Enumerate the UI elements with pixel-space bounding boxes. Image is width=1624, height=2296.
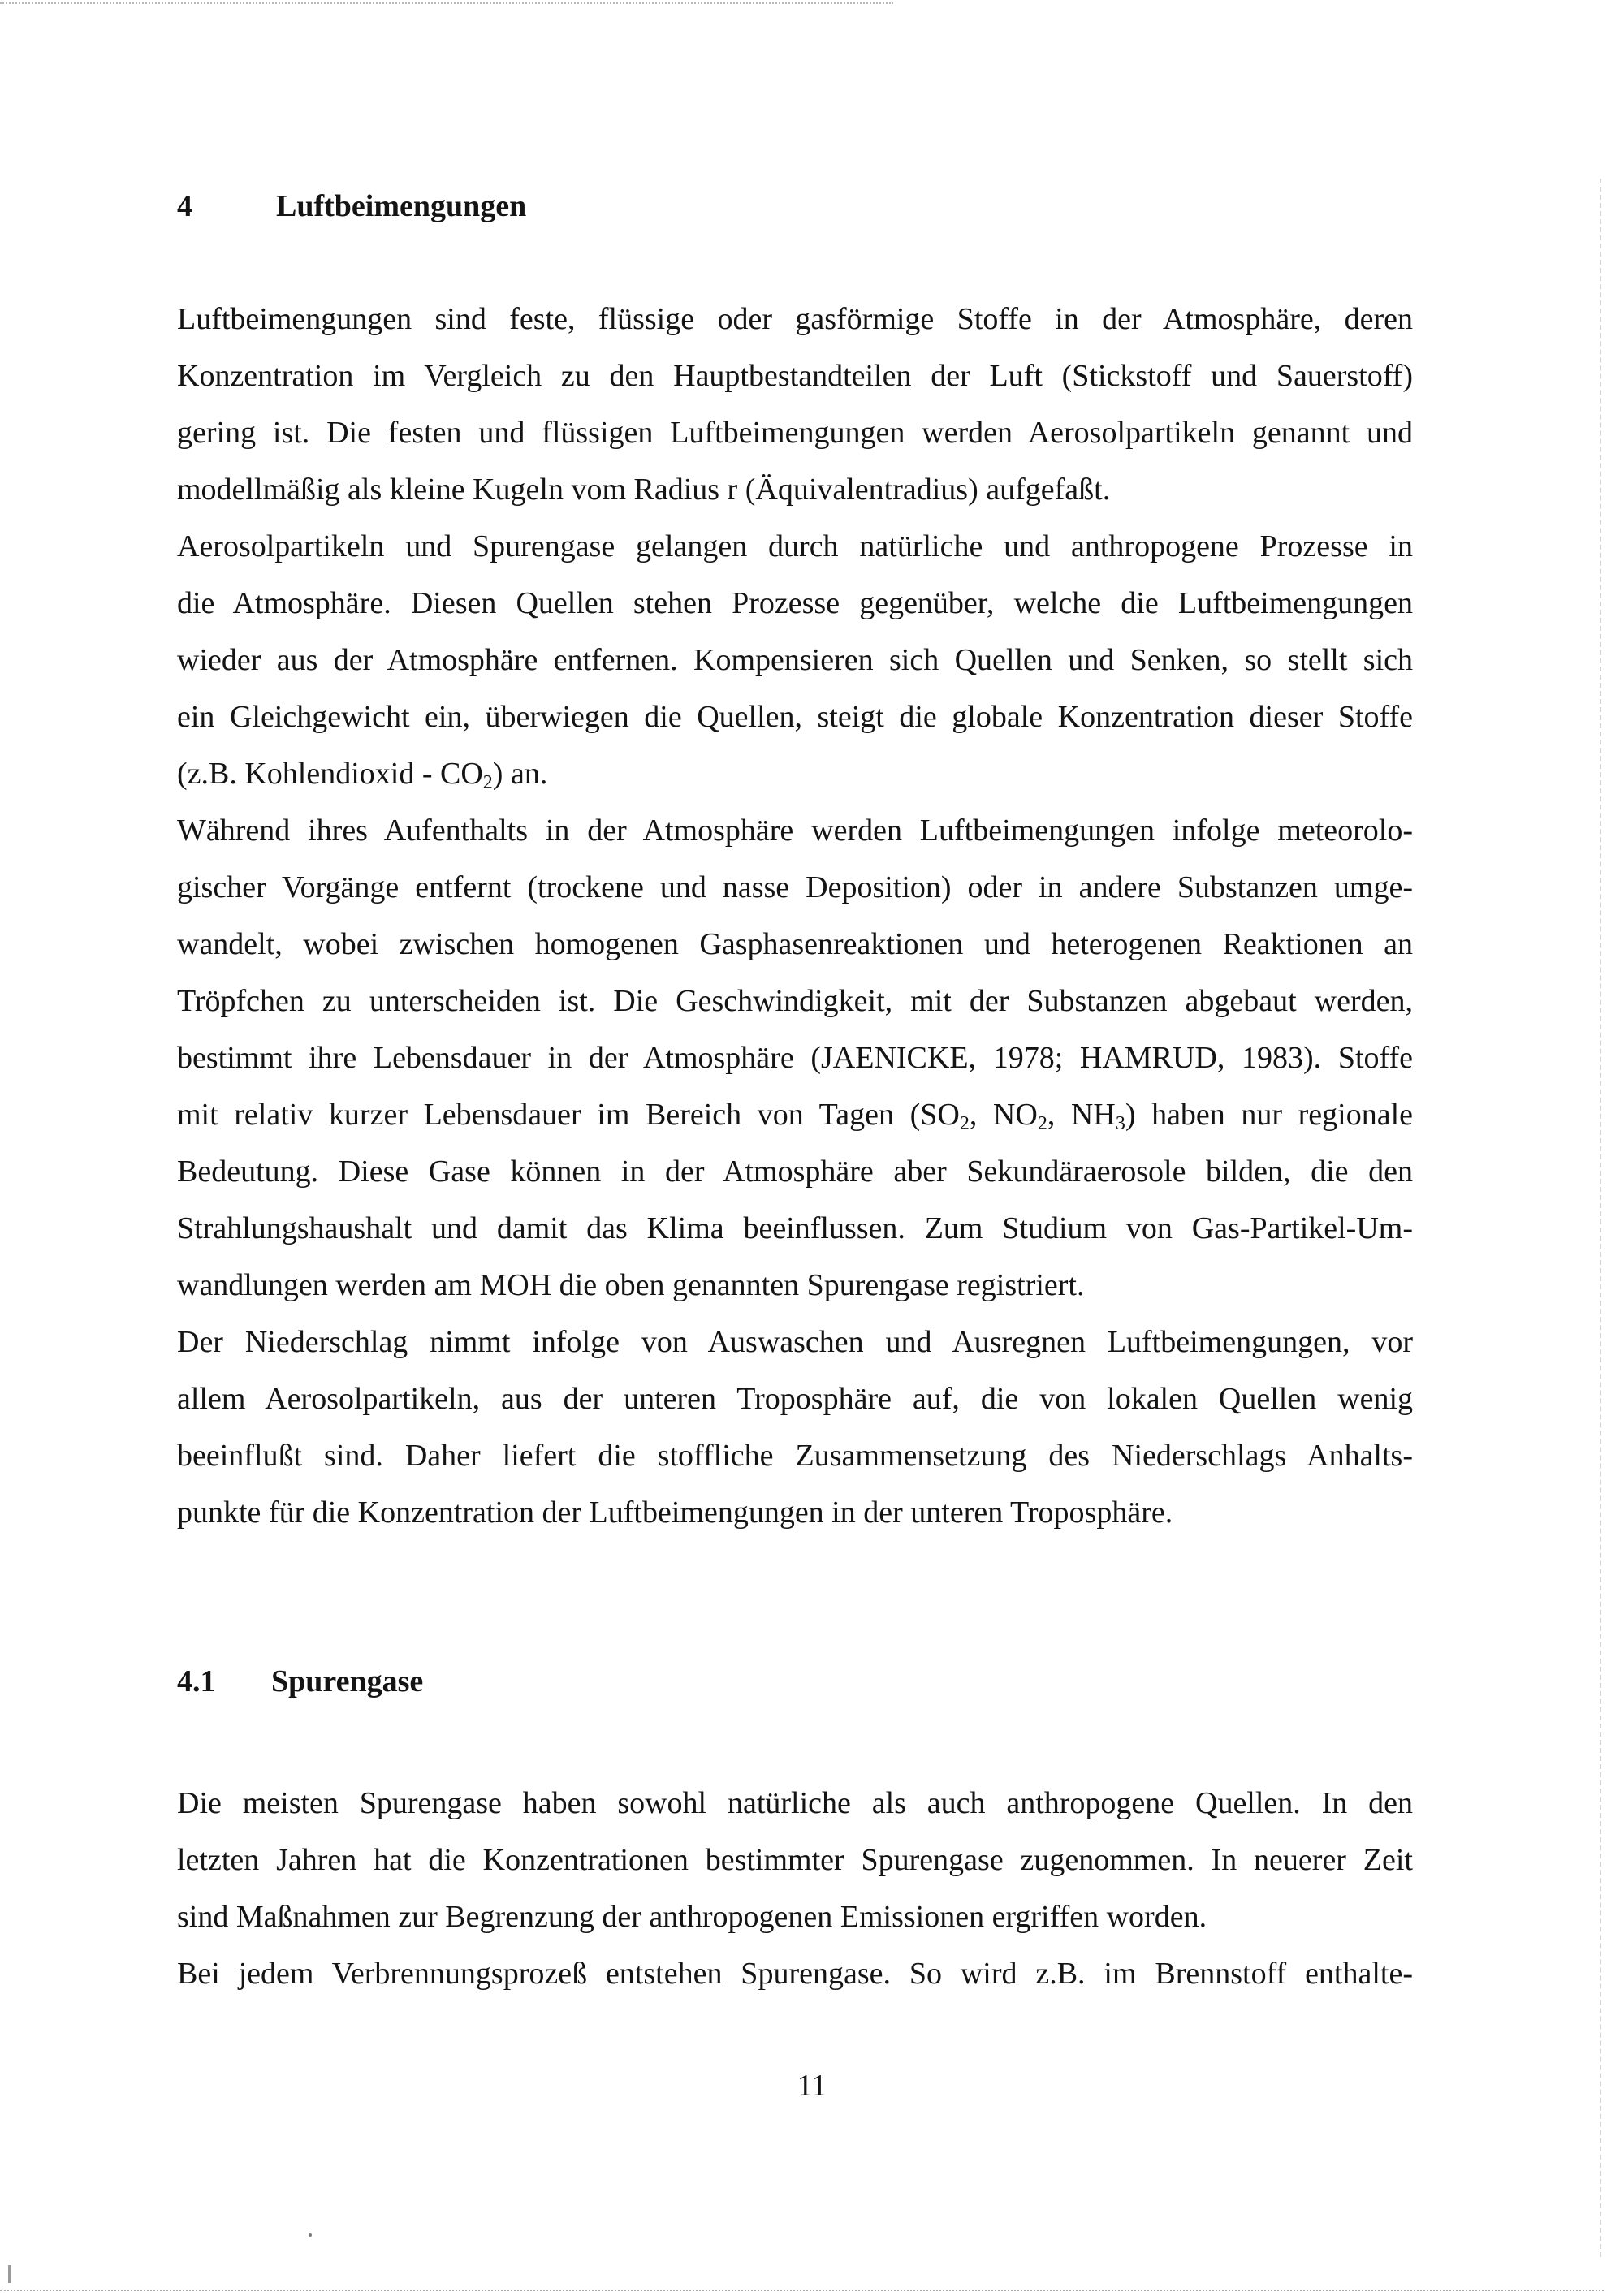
text-line: Tröpfchen zu unterscheiden ist. Die Geschwindigkeit, mit der Substanzen abgebaut werden, [177, 984, 1413, 1018]
section-heading [177, 188, 526, 225]
section-number: 4 [177, 189, 192, 223]
text-line: ein Gleichgewicht ein, überwiegen die Quellen, steigt die globale Konzentration dieser Stoffe [177, 700, 1413, 734]
subscript: 2 [959, 1113, 970, 1134]
text-line: die Atmosphäre. Diesen Quellen stehen Prozesse gegenüber, welche die Luftbeimengungen [177, 586, 1413, 620]
text-line: modellmäßig als kleine Kugeln vom Radius r (Äquivalentradius) aufgefaßt. [177, 473, 1111, 507]
text-run: (z.B. Kohlendioxid - CO [177, 757, 483, 791]
subsection-heading [177, 1663, 423, 1700]
text-line [177, 1086, 1413, 1143]
subscript: 2 [1037, 1113, 1047, 1134]
text-line: letzten Jahren hat die Konzentrationen bestimmter Spurengase zugenommen. In neuerer Zeit [177, 1843, 1413, 1877]
text-line: wandlungen werden am MOH die oben genannten Spurengase registriert. [177, 1268, 1085, 1302]
text-run: , NH [1047, 1098, 1116, 1132]
text-run: , NO [969, 1098, 1038, 1132]
subsection-paragraph [177, 1775, 1413, 2002]
text-line: beeinflußt sind. Daher liefert die stoffliche Zusammensetzung des Niederschlags Anhalts- [177, 1439, 1413, 1473]
text-line: allem Aerosolpartikeln, aus der unteren Troposphäre auf, die von lokalen Quellen wenig [177, 1382, 1413, 1416]
page-number: 11 [797, 2069, 827, 2103]
text-line: Bei jedem Verbrennungsprozeß entstehen Spurengase. So wird z.B. im Brennstoff enthalte- [177, 1957, 1413, 1991]
text-line: gischer Vorgänge entfernt (trockene und nasse Deposition) oder in andere Substanzen umge- [177, 870, 1413, 904]
scan-mark [8, 2265, 11, 2283]
text-line: wandelt, wobei zwischen homogenen Gasphasenreaktionen und heterogenen Reaktionen an [177, 927, 1413, 961]
scan-edge-bottom [0, 2290, 1604, 2291]
text-line: Bedeutung. Diese Gase können in der Atmosphäre aber Sekundäraerosole bilden, die den [177, 1154, 1413, 1189]
text-line: Aerosolpartikeln und Spurengase gelangen durch natürliche und anthropogene Prozesse in [177, 529, 1413, 563]
text-line: Der Niederschlag nimmt infolge von Auswaschen und Ausregnen Luftbeimengungen, vor [177, 1325, 1413, 1359]
scan-edge-top [0, 2, 893, 4]
text-line: Die meisten Spurengase haben sowohl natürliche als auch anthropogene Quellen. In den [177, 1786, 1413, 1820]
text-line: punkte für die Konzentration der Luftbeimengungen in der unteren Troposphäre. [177, 1495, 1173, 1530]
text-line: Während ihres Aufenthalts in der Atmosphäre werden Luftbeimengungen infolge meteorolo- [177, 814, 1413, 848]
text-run: ) haben nur regionale [1125, 1098, 1414, 1132]
subsection-number: 4.1 [177, 1664, 216, 1698]
subscript: 3 [1115, 1113, 1125, 1134]
text-line: Luftbeimengungen sind feste, flüssige oder gasförmige Stoffe in der Atmosphäre, deren [177, 302, 1413, 336]
text-line: sind Maßnahmen zur Begrenzung der anthropogenen Emissionen ergriffen worden. [177, 1900, 1207, 1934]
text-run: mit relativ kurzer Lebensdauer im Bereich von Tagen (SO [177, 1098, 960, 1132]
section-paragraph [177, 291, 1413, 1541]
text-line: Konzentration im Vergleich zu den Hauptbestandteilen der Luft (Stickstoff und Sauerstoff) [177, 359, 1413, 393]
scan-speck [309, 2233, 312, 2237]
text-line: Strahlungshaushalt und damit das Klima beeinflussen. Zum Studium von Gas-Partikel-Um- [177, 1211, 1413, 1245]
text-run: ) an. [492, 757, 548, 791]
subsection-title: Spurengase [271, 1664, 424, 1698]
subscript: 2 [482, 772, 493, 793]
scan-edge-right [1600, 179, 1601, 2257]
text-line [177, 745, 1413, 802]
text-line: bestimmt ihre Lebensdauer in der Atmosphäre (JAENICKE, 1978; HAMRUD, 1983). Stoffe [177, 1041, 1413, 1075]
text-line: wieder aus der Atmosphäre entfernen. Kompensieren sich Quellen und Senken, so stellt sich [177, 643, 1413, 677]
section-title: Luftbeimengungen [276, 189, 527, 223]
text-line: gering ist. Die festen und flüssigen Luftbeimengungen werden Aerosolpartikeln genannt und [177, 416, 1413, 450]
